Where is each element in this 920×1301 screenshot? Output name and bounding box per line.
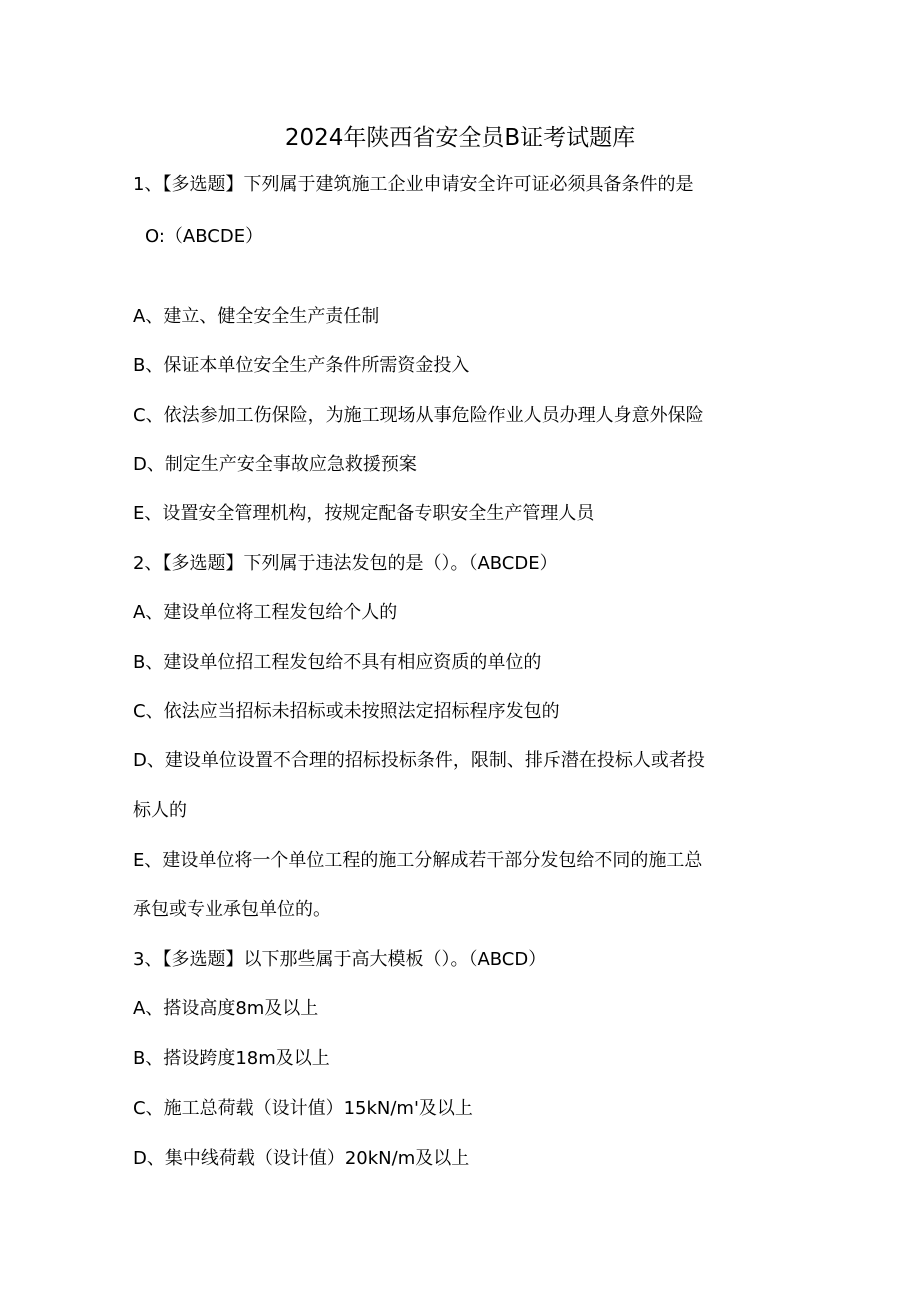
question-2-option-c: C、依法应当招标未招标或未按照法定招标程序发包的 (133, 701, 560, 722)
question-stem: 【多选题】以下那些属于高大模板（）。（ABCD） (162, 949, 547, 970)
question-2-option-d-continued: 标人的 (133, 800, 187, 821)
question-1-option-c: C、依法参加工伤保险，为施工现场从事危险作业人员办理人身意外保险 (133, 405, 704, 426)
question-stem: 【多选题】下列属于违法发包的是（）。（ABCDE） (162, 553, 558, 574)
question-2-text (133, 549, 558, 579)
question-1-option-e: E、设置安全管理机构，按规定配备专职安全生产管理人员 (133, 503, 595, 524)
question-2-option-e-continued: 承包或专业承包单位的。 (133, 899, 331, 920)
question-3-option-d: D、集中线荷载（设计值）20kN∕m及以上 (133, 1148, 470, 1169)
document-title: 2024年陕西省安全员B证考试题库 (284, 125, 636, 151)
question-1-option-b: B、保证本单位安全生产条件所需资金投入 (133, 355, 470, 376)
question-2-option-a: A、建设单位将工程发包给个人的 (133, 602, 398, 623)
question-number: 2、 (133, 553, 163, 574)
question-1-option-d: D、制定生产安全事故应急救援预案 (133, 454, 417, 475)
question-2-option-b: B、建设单位招工程发包给不具有相应资质的单位的 (133, 652, 542, 673)
question-2-option-e: E、建设单位将一个单位工程的施工分解成若干部分发包给不同的施工总 (133, 850, 703, 871)
question-3-option-a: A、搭设高度8m及以上 (133, 998, 319, 1019)
question-3-text (133, 945, 546, 975)
question-number: 3、 (133, 949, 163, 970)
question-1-option-a: A、建立、健全安全生产责任制 (133, 306, 380, 327)
question-1-answer: O:（ABCDE） (145, 226, 264, 247)
question-3-option-c: C、施工总荷载（设计值）15kN∕m'及以上 (133, 1098, 473, 1119)
question-3-option-b: B、搭设跨度18m及以上 (133, 1048, 330, 1069)
question-number: 1、 (133, 174, 163, 195)
question-2-option-d: D、建设单位设置不合理的招标投标条件，限制、排斥潜在投标人或者投 (133, 750, 705, 771)
question-1-text (133, 170, 693, 200)
question-stem: 【多选题】下列属于建筑施工企业申请安全许可证必须具备条件的是 (162, 174, 694, 195)
